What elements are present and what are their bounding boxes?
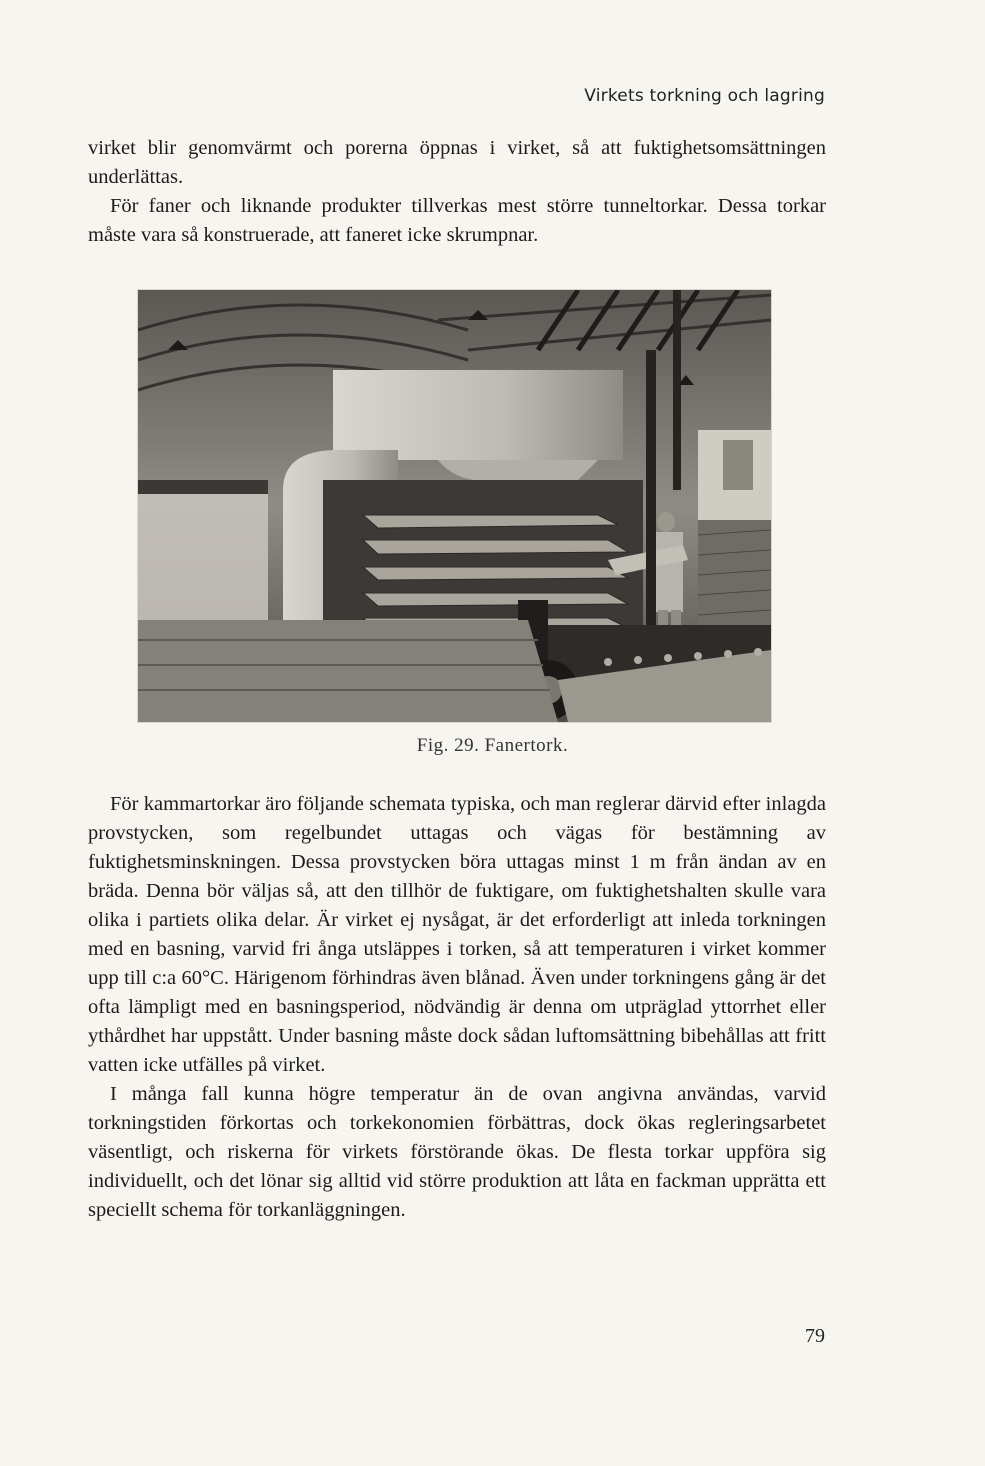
figure-caption: Fig. 29. Fanertork. xyxy=(416,735,569,756)
running-head: Virkets torkning och lagring xyxy=(584,86,825,106)
paragraph: För faner och liknande produkter tillverkas mest större tunneltorkar. Dessa torkar måste vara så konstruerade, att faneret icke skrumpnar. xyxy=(88,195,826,246)
top-text-block xyxy=(88,134,826,250)
paragraph: virket blir genomvärmt och porerna öppnas i virket, så att fuktighetsomsättningen underlättas. xyxy=(88,137,826,188)
factory-photo-illustration xyxy=(138,290,771,722)
veneer-dryer-photo xyxy=(138,290,771,722)
page-number: 79 xyxy=(805,1325,825,1347)
bottom-text-block xyxy=(88,790,826,1225)
paragraph: I många fall kunna högre temperatur än de ovan angivna användas, varvid torkningstiden förkortas och torkekonomien förbättras, dock ökas regleringsarbetet väsentligt, och riskerna för virkets förstörande ökas. De flesta torkar uppföra sig individuellt, och det lönar sig alltid vid större produktion att låta en fackman upprätta ett speciellt schema för torkanläggningen. xyxy=(88,1083,826,1221)
paragraph: För kammartorkar äro följande schemata typiska, och man reglerar därvid efter inlagda provstycken, som regelbundet uttagas och vägas för bestämning av fuktighetsminskningen. Dessa provstycken böra uttagas minst 1 m från ändan av en bräda. Denna bör väljas så, att den tillhör de fuktigare, om fuktighetshalten skulle vara olika i partiets olika delar. Är virket ej nysågat, är det erforderligt att inleda torkningen med en basning, varvid fri ånga utsläppes i torken, så att temperaturen i virket kommer upp till c:a 60°C. Härigenom förhindras även blånad. Även under torkningens gång är det ofta lämpligt med en basningsperiod, nödvändig är denna om utpräglad yttorrhet eller ythårdhet har uppstått. Under basning måste dock sådan luftomsättning bibehållas att fritt vatten icke utfälles på virket. xyxy=(88,793,826,1076)
